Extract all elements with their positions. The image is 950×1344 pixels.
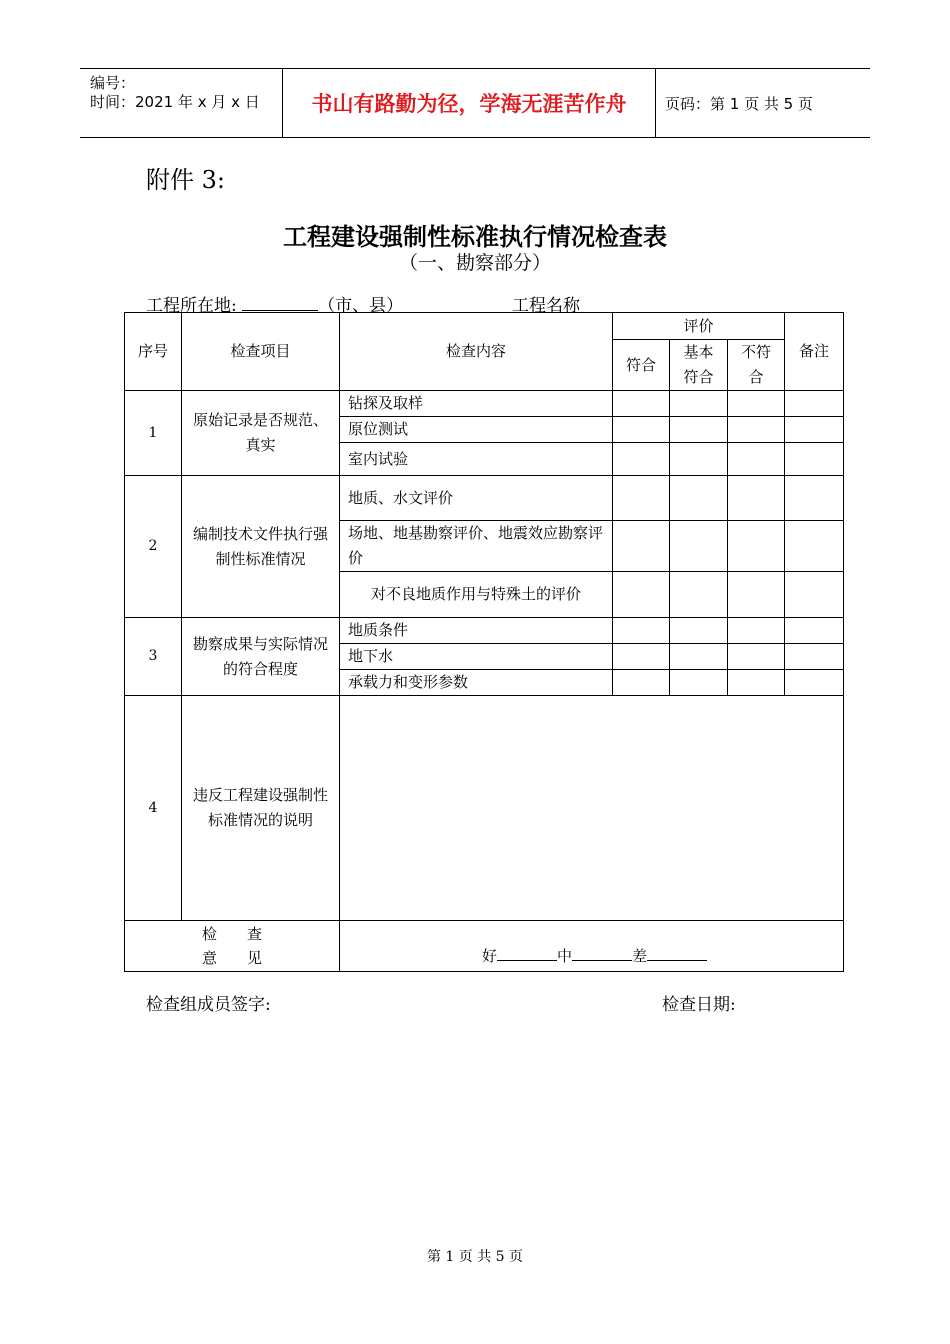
header-meta <box>80 69 282 137</box>
remarks-cell[interactable] <box>785 670 844 696</box>
conform-cell[interactable] <box>613 644 670 670</box>
conform-cell[interactable] <box>613 476 670 521</box>
row-seq: 4 <box>125 696 182 921</box>
conform-cell[interactable] <box>613 521 670 572</box>
basic-conform-cell[interactable] <box>670 572 728 618</box>
row-content: 钻探及取样 <box>340 391 613 417</box>
remarks-cell[interactable] <box>785 417 844 443</box>
inspection-table <box>124 312 844 972</box>
location-label: 工程所在地: <box>146 296 237 316</box>
remarks-header: 备注 <box>785 313 844 391</box>
header-page-info: 页码：第 1 页 共 5 页 <box>665 94 813 113</box>
row-content: 地下水 <box>340 644 613 670</box>
remarks-cell[interactable] <box>785 443 844 476</box>
not-conform-cell[interactable] <box>728 476 785 521</box>
evaluation-header: 评价 <box>613 313 785 340</box>
conform-cell[interactable] <box>613 670 670 696</box>
violation-description-cell[interactable] <box>340 696 844 921</box>
row-seq: 2 <box>125 476 182 618</box>
table-row <box>125 618 844 644</box>
row-content: 地质、水文评价 <box>340 476 613 521</box>
row-content: 原位测试 <box>340 417 613 443</box>
remarks-cell[interactable] <box>785 521 844 572</box>
rating-good-label: 好 <box>482 947 498 965</box>
row-content: 地质条件 <box>340 618 613 644</box>
rating-mid-label: 中 <box>557 947 573 965</box>
rating-poor-label: 差 <box>632 947 648 965</box>
opinion-rating-cell <box>340 921 844 972</box>
basic-conform-cell[interactable] <box>670 644 728 670</box>
remarks-cell[interactable] <box>785 618 844 644</box>
basic-conform-cell[interactable] <box>670 417 728 443</box>
conform-cell[interactable] <box>613 618 670 644</box>
document-title: 工程建设强制性标准执行情况检查表 <box>283 222 667 251</box>
remarks-cell[interactable] <box>785 572 844 618</box>
not-conform-cell[interactable] <box>728 417 785 443</box>
content-header: 检查内容 <box>340 313 613 391</box>
row-content: 室内试验 <box>340 443 613 476</box>
rating-mid-blank[interactable] <box>572 946 632 961</box>
not-conform-cell[interactable] <box>728 443 785 476</box>
conform-cell[interactable] <box>613 443 670 476</box>
opinion-label-line-1: 检 查 <box>201 925 262 943</box>
row-item: 编制技术文件执行强制性标准情况 <box>182 476 340 618</box>
opinion-row <box>125 921 844 972</box>
conform-cell[interactable] <box>613 417 670 443</box>
location-blank[interactable] <box>242 295 318 311</box>
seq-header: 序号 <box>125 313 182 391</box>
remarks-cell[interactable] <box>785 644 844 670</box>
table-row <box>125 476 844 521</box>
not-conform-header: 不符合 <box>728 340 785 391</box>
item-header: 检查项目 <box>182 313 340 391</box>
row-seq: 3 <box>125 618 182 696</box>
row-seq: 1 <box>125 391 182 476</box>
basic-conform-cell[interactable] <box>670 476 728 521</box>
row-content: 承载力和变形参数 <box>340 670 613 696</box>
conform-cell[interactable] <box>613 391 670 417</box>
not-conform-cell[interactable] <box>728 572 785 618</box>
document-subtitle: （一、勘察部分） <box>398 252 551 274</box>
rating-good-blank[interactable] <box>497 946 557 961</box>
basic-conform-cell[interactable] <box>670 391 728 417</box>
table-row <box>125 696 844 921</box>
header-motto: 书山有路勤为径，学海无涯苦作舟 <box>282 69 656 137</box>
not-conform-cell[interactable] <box>728 670 785 696</box>
header-row-1 <box>125 313 844 340</box>
remarks-cell[interactable] <box>785 476 844 521</box>
conform-header: 符合 <box>613 340 670 391</box>
opinion-label-line-2: 意 见 <box>201 949 262 967</box>
number-label: 编号： <box>90 74 136 92</box>
remarks-cell[interactable] <box>785 391 844 417</box>
time-label: 时间：2021 年 x 月 x 日 <box>90 93 260 111</box>
project-name-label: 工程名称 <box>512 296 580 316</box>
attachment-label: 附件 3: <box>146 166 225 194</box>
table-row <box>125 391 844 417</box>
basic-conform-header: 基本符合 <box>670 340 728 391</box>
basic-conform-cell[interactable] <box>670 618 728 644</box>
date-label: 检查日期: <box>662 995 736 1015</box>
basic-conform-cell[interactable] <box>670 670 728 696</box>
not-conform-cell[interactable] <box>728 644 785 670</box>
not-conform-cell[interactable] <box>728 391 785 417</box>
rating-poor-blank[interactable] <box>647 946 707 961</box>
page-footer: 第 1 页 共 5 页 <box>426 1249 524 1265</box>
row-item: 勘察成果与实际情况的符合程度 <box>182 618 340 696</box>
basic-conform-cell[interactable] <box>670 521 728 572</box>
row-item: 原始记录是否规范、真实 <box>182 391 340 476</box>
location-unit: （市、县） <box>318 296 404 316</box>
row-content: 对不良地质作用与特殊土的评价 <box>340 572 613 618</box>
row-content: 场地、地基勘察评价、地震效应勘察评价 <box>340 521 613 572</box>
conform-cell[interactable] <box>613 572 670 618</box>
row-item: 违反工程建设强制性标准情况的说明 <box>182 696 340 921</box>
page-header <box>80 68 870 138</box>
opinion-label-cell <box>125 921 340 972</box>
basic-conform-cell[interactable] <box>670 443 728 476</box>
not-conform-cell[interactable] <box>728 521 785 572</box>
not-conform-cell[interactable] <box>728 618 785 644</box>
signature-label: 检查组成员签字: <box>146 995 271 1015</box>
